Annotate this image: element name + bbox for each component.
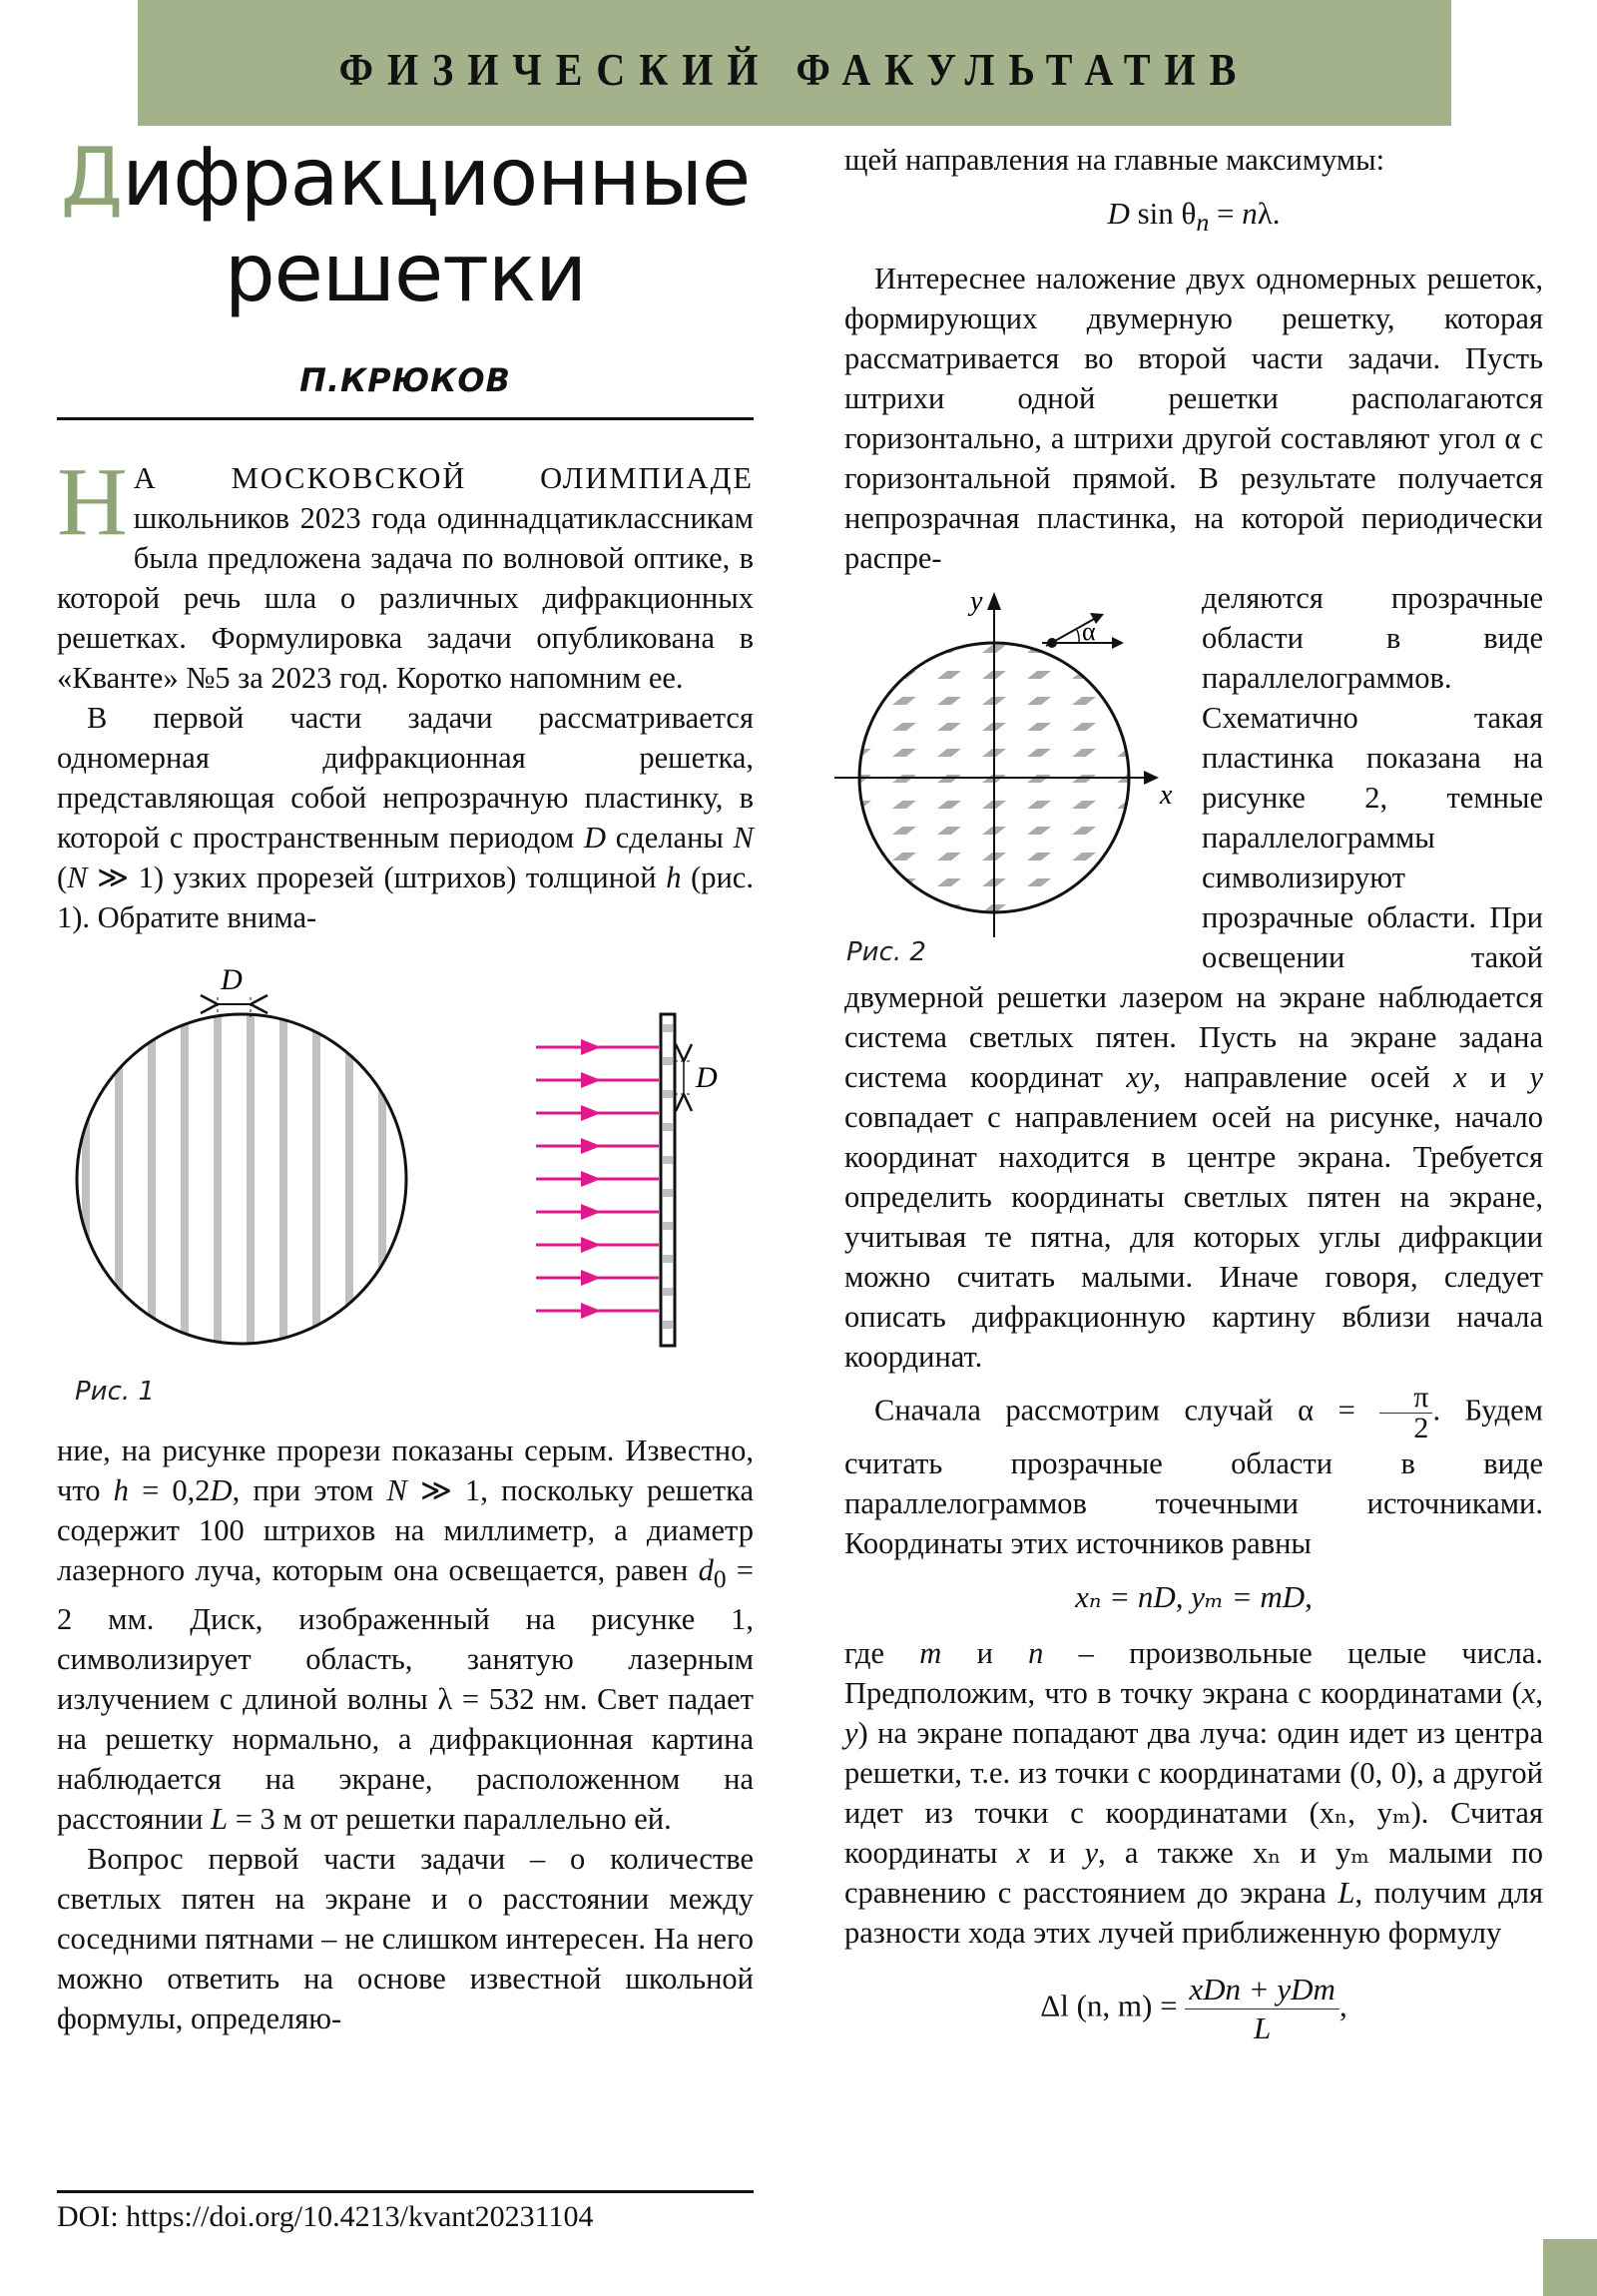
figure-2 (834, 578, 1194, 977)
figure-2-caption: Рис. 2 (846, 937, 926, 968)
fraction-path-diff: $\frac{\text{xDn + yDm}}{L}$ (1185, 1971, 1339, 2047)
formula-source-coords: xₙ = nD, yₘ = mD, (1075, 1579, 1313, 1615)
paragraph-first-question: Вопрос первой части задачи – о количестве светлых пятен на экране и о расстоянии между соседними пятнами – не слишком интересен. На него можно ответить на основе известной школьной формулы, определяю- (57, 1842, 754, 2036)
x-axis-label: x (1160, 780, 1173, 812)
paragraph-2d-grating: Интереснее наложение двух одномерных решеток, формирующих двумерную решетку, которая рассматривается во второй части задачи. Пусть штрихи одной решетки располагаются горизонтально, а штрихи другой составляют угол α с горизонтальной прямой. В результате получается непрозрачная пластинка, на которой периодически распре- (844, 262, 1543, 576)
figure-2-diagram (834, 578, 1194, 947)
paragraph-grating-params: ние, на рисунке прорези показаны серым. Известно, что h = 0,2D, при этом N ≫ 1, поскольку решетка содержит 100 штрихов на миллиметр, а диаметр лазерного луча, которым она освещается, равен $d_0 = 2$ мм. Диск, изображенный на рисунке 1, символизирует область, занятую лазерным излучением с длиной волны λ = 532 нм. Свет падает на решетку нормально, а дифракционная картина наблюдается на экране, расположенном на расстоянии L = 3 м от решетки параллельно ей. (57, 1434, 754, 1837)
title-initial: Д (60, 131, 123, 224)
slit-stripes (82, 999, 386, 1359)
paragraph-grating-desc: В первой части задачи рассматривается одномерная дифракционная решетка, представляющая собой непрозрачную пластинку, в которой с пространственным периодом D сделаны N (N ≫ 1) узких прорезей (штрихов) толщиной h (рис. 1). Обратите внима- (57, 701, 754, 934)
y-axis-label: y (970, 586, 983, 618)
paragraph-2d-grating-cont: деляются прозрачные области в виде параллелограммов. Схематично такая пластинка показана на рисунке 2, темные параллелограммы символизируют прозрачные области. При освещении такой двумерной решетки лазером на экране наблюдается система светлых пятен. Пусть на экране задана система координат xy, направление осей x и y совпадает с направлением осей на рисунке, начало координат находится в центре экрана. Требуется определить координаты светлых пятен на экране, учитывая те пятна, для которых углы дифракции можно считать малыми. Иначе говоря, следует описать дифракционную картину вблизи начала координат. (844, 581, 1544, 1375)
figure-2-wrap-block (844, 578, 1543, 1377)
section-header-band (138, 0, 1451, 126)
period-label-top: D (221, 963, 243, 996)
left-column (57, 130, 754, 2038)
section-title: ФИЗИЧЕСКИЙ ФАКУЛЬТАТИВ (338, 42, 1251, 95)
paragraph-path-difference: где m и n – произвольные целые числа. Предположим, что в точку экрана с координатами (x, y) на экране попадают два луча: один идет из центра решетки, т.е. из точки с координатами (0, 0), а другой идет из точки с координатами (xₙ, yₘ). Считая координаты x и y, а также xₙ и yₘ малыми по сравнению с расстоянием до экрана L, получим для разности хода этих лучей приближенную формулу (844, 1636, 1544, 1951)
period-label-side: D (696, 1061, 718, 1094)
title-divider (57, 417, 754, 420)
footer-divider (57, 2190, 754, 2193)
figure-1-diagram (57, 959, 754, 1379)
fraction-pi-over-2: $\frac{\pi}{2}$ (1379, 1383, 1432, 1443)
figure-1 (57, 959, 754, 1419)
angle-label: α (1082, 617, 1096, 647)
ray-arrowheads (581, 1039, 601, 1319)
doi-link[interactable]: DOI: https://doi.org/10.4213/kvant20231104 (57, 2200, 594, 2233)
author-name: П.КРЮКОВ (299, 361, 511, 399)
figure-1-caption: Рис. 1 (75, 1377, 155, 1407)
page-corner-block (1543, 2239, 1597, 2296)
drop-cap: Н (57, 448, 128, 556)
article-title: Дифракционные решетки (60, 131, 751, 319)
formula-grating-maxima: D $\sin \theta_n = n\lambda$. (1107, 196, 1281, 238)
right-column (844, 130, 1543, 2063)
intro-paragraph: Н А МОСКОВСКОЙ ОЛИМПИАДЕ школьников 2023 года одиннадцатиклассникам была предложена задача по волновой оптике, в которой речь шла о различных дифракционных решетках. Формулировка задачи опубликована в «Кванте» №5 за 2023 год. Коротко напомним ее. (57, 448, 754, 695)
laser-disc (77, 1014, 406, 1344)
paragraph-alpha-case: Сначала рассмотрим случай α = $\frac{\pi}{2}$ . Будем считать прозрачные области в виде параллелограммов точечными источниками. Координаты этих источников равны (844, 1381, 1543, 1561)
paragraph-continuation: щей направления на главные максимумы: (844, 143, 1385, 177)
formula-path-difference: Δl (n, m) = $\frac{\text{xDn + yDm}}{L}$ , (1040, 1972, 1347, 2046)
